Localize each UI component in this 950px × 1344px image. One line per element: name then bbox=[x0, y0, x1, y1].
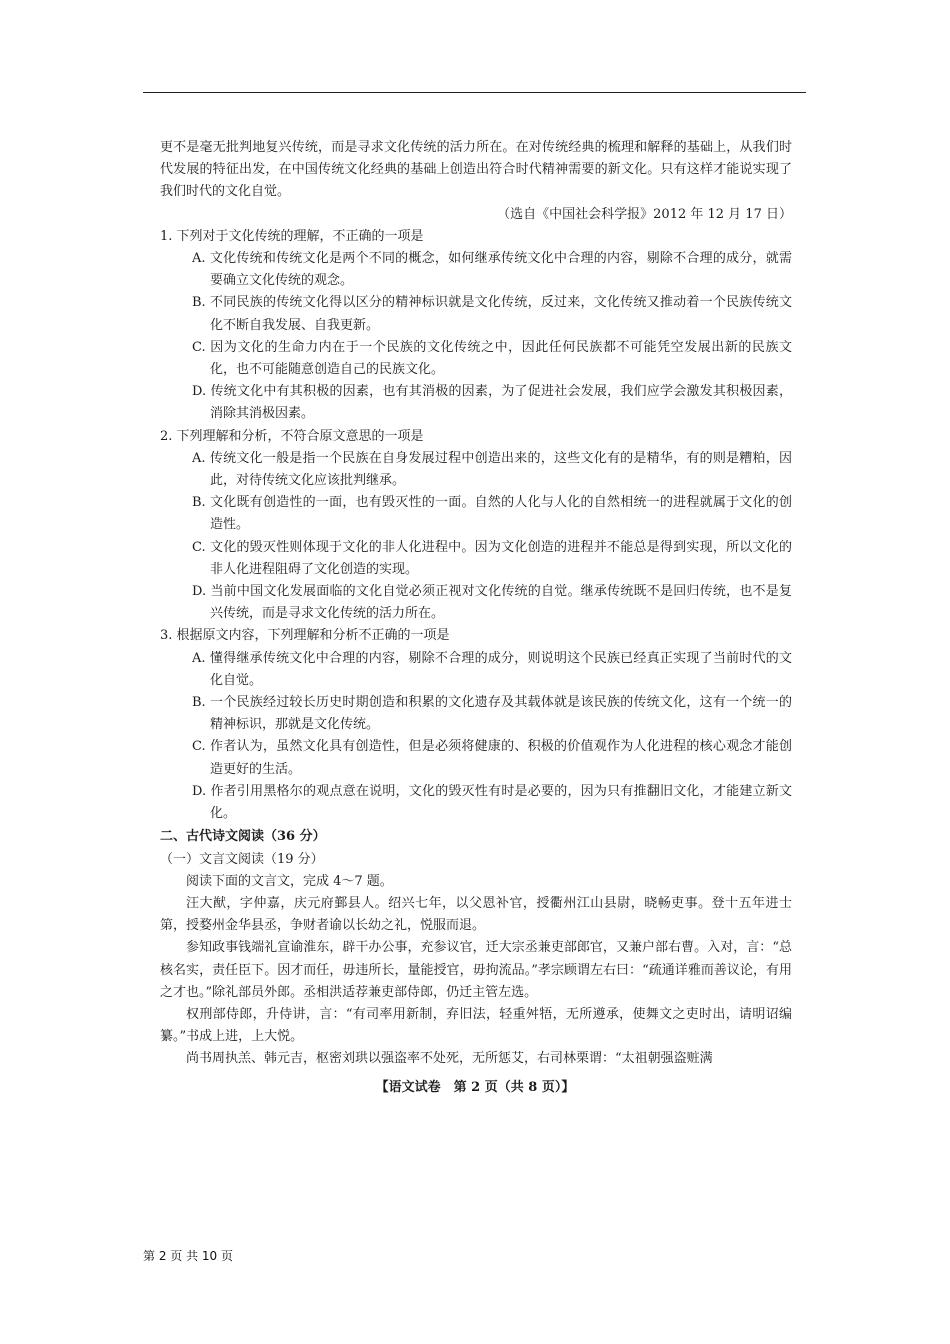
option-b: B. 文化既有创造性的一面，也有毁灭性的一面。自然的人化与人化的自然相统一的进程就属于文化的创造性。 bbox=[192, 495, 792, 533]
option-b: B. 不同民族的传统文化得以区分的精神标识就是文化传统，反过来，文化传统又推动着一个民族传统文化不断自我发展、自我更新。 bbox=[192, 295, 792, 333]
option-a: A. 懂得继承传统文化中合理的内容，剔除不合理的成分，则说明这个民族已经真正实现了当前时代的文化自觉。 bbox=[192, 650, 792, 688]
classical-paragraph-3: 权刑部侍郎，升侍讲，言：“有司率用新制，弃旧法，轻重舛牾，无所遵承，使舞文之吏时出，请明诏编纂。”书成上进，上大悦。 bbox=[160, 1006, 792, 1045]
question-3 bbox=[160, 625, 792, 825]
option-c: C. 作者认为，虽然文化具有创造性，但是必须将健康的、积极的价值观作为人化进程的核心观念才能创造更好的生活。 bbox=[192, 739, 792, 777]
question-stem: 2. 下列理解和分析，不符合原文意思的一项是 bbox=[160, 428, 424, 444]
option-c: C. 因为文化的生命力内在于一个民族的文化传统之中，因此任何民族都不可能凭空发展出新的民族文化，也不可能随意创造自己的民族文化。 bbox=[192, 339, 792, 378]
question-1 bbox=[160, 226, 792, 426]
classical-paragraph-4: 尚书周执羔、韩元吉，枢密刘珙以强盗率不处死，无所惩艾，右司林栗谓：“太祖朝强盗赃满 bbox=[186, 1051, 713, 1067]
reading-instruction: 阅读下面的文言文，完成 4～7 题。 bbox=[186, 873, 393, 889]
option-d: D. 传统文化中有其积极的因素，也有其消极的因素，为了促进社会发展，我们应学会激发其积极因素，消除其消极因素。 bbox=[192, 384, 792, 422]
passage-source: （选自《中国社会科学报》2012 年 12 月 17 日） bbox=[497, 206, 792, 222]
exam-page-footer: 【语文试卷 第 2 页（共 8 页）】 bbox=[375, 1080, 575, 1095]
question-stem: 3. 根据原文内容，下列理解和分析不正确的一项是 bbox=[160, 628, 450, 644]
option-a: A. 文化传统和传统文化是两个不同的概念，如何继承传统文化中合理的内容，剔除不合理的成分，就需要确立文化传统的观念。 bbox=[192, 251, 792, 289]
option-b: B. 一个民族经过较长历史时期创造和积累的文化遗存及其载体就是该民族的传统文化，这有一个统一的精神标识，那就是文化传统。 bbox=[192, 695, 792, 733]
question-stem: 1. 下列对于文化传统的理解，不正确的一项是 bbox=[160, 228, 424, 244]
option-c: C. 文化的毁灭性则体现于文化的非人化进程中。因为文化创造的进程并不能总是得到实现，所以文化的非人化进程阻碍了文化创造的实现。 bbox=[192, 539, 792, 577]
exam-page-content bbox=[160, 137, 792, 1071]
header-rule bbox=[143, 92, 806, 93]
classical-paragraph-2: 参知政事钱端礼宣谕淮东，辟干办公事，充参议官，迁大宗丞兼吏部郎官，又兼户部右曹。入对，言：“总核名实，责任臣下。因才而任，毋违所长，量能授官，毋拘流品。”孝宗顾谓左右曰：“疏通详雅而善议论，有用之才也。”除礼部员外郎。丞相洪适荐兼吏部侍郎，仍迁主管左选。 bbox=[160, 940, 792, 1000]
option-d: D. 作者引用黑格尔的观点意在说明，文化的毁灭性有时是必要的，因为只有推翻旧文化，才能建立新文化。 bbox=[192, 783, 792, 822]
option-d: D. 当前中国文化发展面临的文化自觉必须正视对文化传统的自觉。继承传统既不是回归传统，也不是复兴传统，而是寻求文化传统的活力所在。 bbox=[192, 584, 792, 622]
classical-paragraph-1: 汪大猷，字仲嘉，庆元府鄞县人。绍兴七年，以父恩补官，授衢州江山县尉，晓畅吏事。登十五年进士第，授婺州金华县丞，争财者谕以长幼之礼，悦服而退。 bbox=[160, 895, 792, 934]
question-2 bbox=[160, 426, 792, 626]
subsection-title: （一）文言文阅读（19 分） bbox=[160, 851, 324, 867]
section-title: 二、古代诗文阅读（36 分） bbox=[160, 829, 326, 845]
passage-continued-paragraph: 更不是毫无批判地复兴传统，而是寻求文化传统的活力所在。在对传统经典的梳理和解释的基础上，从我们时代发展的特征出发，在中国传统文化经典的基础上创造出符合时代精神需要的新文化。只有这样才能说实现了我们时代的文化自觉。 bbox=[160, 140, 792, 200]
page-count: 第 2 页 共 10 页 bbox=[143, 1249, 233, 1263]
option-a: A. 传统文化一般是指一个民族在自身发展过程中创造出来的，这些文化有的是精华，有的则是糟粕，因此，对待传统文化应该批判继承。 bbox=[192, 450, 792, 489]
